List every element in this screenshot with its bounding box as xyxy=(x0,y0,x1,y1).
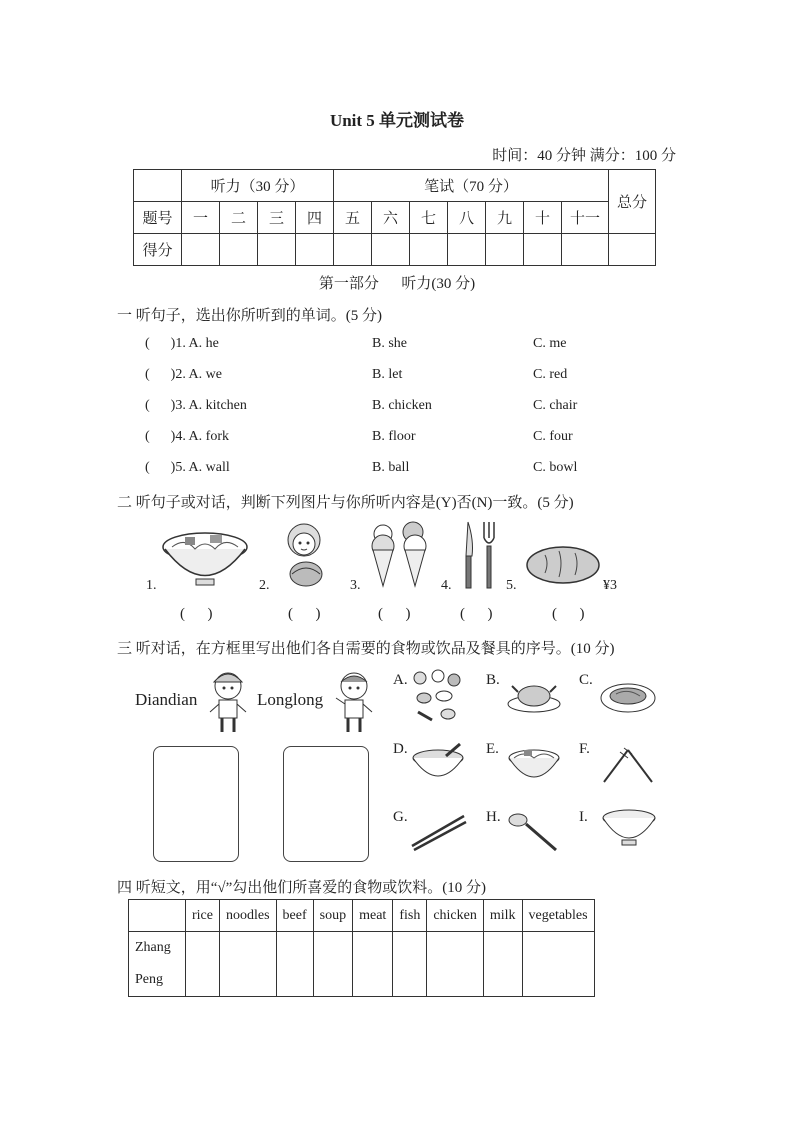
total-label: 总分 xyxy=(609,170,656,234)
number-cell: 十一 xyxy=(562,202,609,234)
score-cell xyxy=(524,234,562,266)
col-header: soup xyxy=(313,900,352,932)
q4-option-c: C. four xyxy=(533,429,573,444)
check-cell[interactable] xyxy=(276,932,313,997)
check-cell[interactable] xyxy=(427,932,484,997)
bread-icon xyxy=(525,543,601,587)
number-cell: 一 xyxy=(182,202,220,234)
preference-table xyxy=(128,899,595,997)
score-cell xyxy=(372,234,410,266)
q2-option-c: C. red xyxy=(533,367,568,382)
check-cell[interactable] xyxy=(483,932,522,997)
q4-prefix: ( )4. A. fork xyxy=(145,429,229,444)
q5-prefix: ( )5. A. wall xyxy=(145,460,230,475)
girl-icon xyxy=(278,518,334,590)
score-cell xyxy=(182,234,220,266)
row-name-line1: Zhang xyxy=(135,940,171,955)
page-title: Unit 5 单元测试卷 xyxy=(329,111,465,130)
writing-header: 笔试（70 分） xyxy=(334,170,609,202)
option-f-letter: F. xyxy=(579,741,590,757)
boy-longlong-icon xyxy=(332,668,376,736)
pic4-number: 4. xyxy=(441,578,452,593)
pic1-number: 1. xyxy=(146,578,157,593)
score-cell xyxy=(609,234,656,266)
q5-option-b: B. ball xyxy=(372,460,410,475)
check-cell[interactable] xyxy=(522,932,594,997)
score-table-corner xyxy=(134,170,182,202)
number-cell: 八 xyxy=(448,202,486,234)
ice-cream-icon xyxy=(365,520,433,590)
check-cell[interactable] xyxy=(219,932,276,997)
option-i-letter: I. xyxy=(579,809,588,825)
score-cell xyxy=(258,234,296,266)
number-cell: 七 xyxy=(410,202,448,234)
number-cell: 二 xyxy=(220,202,258,234)
section4-heading: 四 听短文，用“√”勾出他们所喜爱的食物或饮料。(10 分) xyxy=(117,880,487,896)
pic2-number: 2. xyxy=(259,578,270,593)
pic4-answer: ( ) xyxy=(460,606,493,622)
boy-diandian-icon xyxy=(206,668,250,736)
pref-corner xyxy=(129,900,186,932)
number-cell: 十 xyxy=(524,202,562,234)
col-header: beef xyxy=(276,900,313,932)
col-header: chicken xyxy=(427,900,484,932)
option-b-letter: B. xyxy=(486,672,500,688)
pic5-number: 5. xyxy=(506,578,517,593)
name-longlong: Longlong xyxy=(257,690,324,709)
pic5-answer: ( ) xyxy=(552,606,585,622)
q1-prefix: ( )1. A. he xyxy=(145,336,219,351)
q2-prefix: ( )2. A. we xyxy=(145,367,222,382)
option-h-letter: H. xyxy=(486,809,501,825)
score-cell xyxy=(296,234,334,266)
chopsticks-icon xyxy=(410,812,466,852)
q3-option-c: C. chair xyxy=(533,398,578,413)
row-score-label: 得分 xyxy=(134,234,182,266)
section3-heading: 三 听对话，在方框里写出他们各自需要的食物或饮品及餐具的序号。(10 分) xyxy=(117,641,615,657)
bowl-icon xyxy=(600,808,658,850)
q1-option-c: C. me xyxy=(533,336,567,351)
diandian-answer-box[interactable] xyxy=(153,746,239,862)
listening-header: 听力（30 分） xyxy=(182,170,334,202)
name-diandian: Diandian xyxy=(135,690,198,709)
number-cell: 六 xyxy=(372,202,410,234)
col-header: fish xyxy=(393,900,427,932)
option-d-letter: D. xyxy=(393,741,408,757)
knife-fork-icon xyxy=(458,520,502,590)
noodle-bowl-small-icon xyxy=(506,744,562,788)
pic3-number: 3. xyxy=(350,578,361,593)
pic1-answer: ( ) xyxy=(180,606,213,622)
col-header: meat xyxy=(353,900,393,932)
meat-plate-icon xyxy=(600,676,656,716)
col-header: milk xyxy=(483,900,522,932)
score-cell xyxy=(562,234,609,266)
option-c-letter: C. xyxy=(579,672,593,688)
q2-option-b: B. let xyxy=(372,367,403,382)
score-cell xyxy=(486,234,524,266)
number-cell: 九 xyxy=(486,202,524,234)
q4-option-b: B. floor xyxy=(372,429,416,444)
pic3-answer: ( ) xyxy=(378,606,411,622)
col-header: noodles xyxy=(219,900,276,932)
row-number-label: 题号 xyxy=(134,202,182,234)
check-cell[interactable] xyxy=(186,932,220,997)
q3-prefix: ( )3. A. kitchen xyxy=(145,398,247,413)
noodle-bowl-icon xyxy=(160,527,250,592)
q3-option-b: B. chicken xyxy=(372,398,432,413)
section2-heading: 二 听句子或对话，判断下列图片与你所听内容是(Y)否(N)一致。(5 分) xyxy=(117,495,574,511)
score-cell xyxy=(410,234,448,266)
number-cell: 四 xyxy=(296,202,334,234)
check-cell[interactable] xyxy=(353,932,393,997)
check-cell[interactable] xyxy=(313,932,352,997)
pic2-answer: ( ) xyxy=(288,606,321,622)
price-label: ¥3 xyxy=(603,578,617,593)
row-name xyxy=(129,932,186,997)
score-cell xyxy=(334,234,372,266)
row-name-line2: Peng xyxy=(135,972,163,987)
score-cell xyxy=(448,234,486,266)
option-g-letter: G. xyxy=(393,809,408,825)
soup-bowl-icon xyxy=(410,742,466,786)
vegetables-icon xyxy=(410,668,466,722)
q1-option-b: B. she xyxy=(372,336,407,351)
number-cell: 三 xyxy=(258,202,296,234)
col-header: rice xyxy=(186,900,220,932)
longlong-answer-box[interactable] xyxy=(283,746,369,862)
part1-title: 第一部分 听力(30 分) xyxy=(318,276,476,292)
knife-fork-small-icon xyxy=(600,746,656,786)
section1-heading: 一 听句子，选出你所听到的单词。(5 分) xyxy=(117,308,382,324)
spoon-icon xyxy=(506,810,562,854)
check-cell[interactable] xyxy=(393,932,427,997)
score-cell xyxy=(220,234,258,266)
time-info: 时间：40 分钟 满分：100 分 xyxy=(492,148,676,164)
q5-option-c: C. bowl xyxy=(533,460,578,475)
col-header: vegetables xyxy=(522,900,594,932)
option-a-letter: A. xyxy=(393,672,408,688)
option-e-letter: E. xyxy=(486,741,499,757)
roast-chicken-icon xyxy=(506,678,562,714)
number-cell: 五 xyxy=(334,202,372,234)
score-table xyxy=(133,169,656,266)
